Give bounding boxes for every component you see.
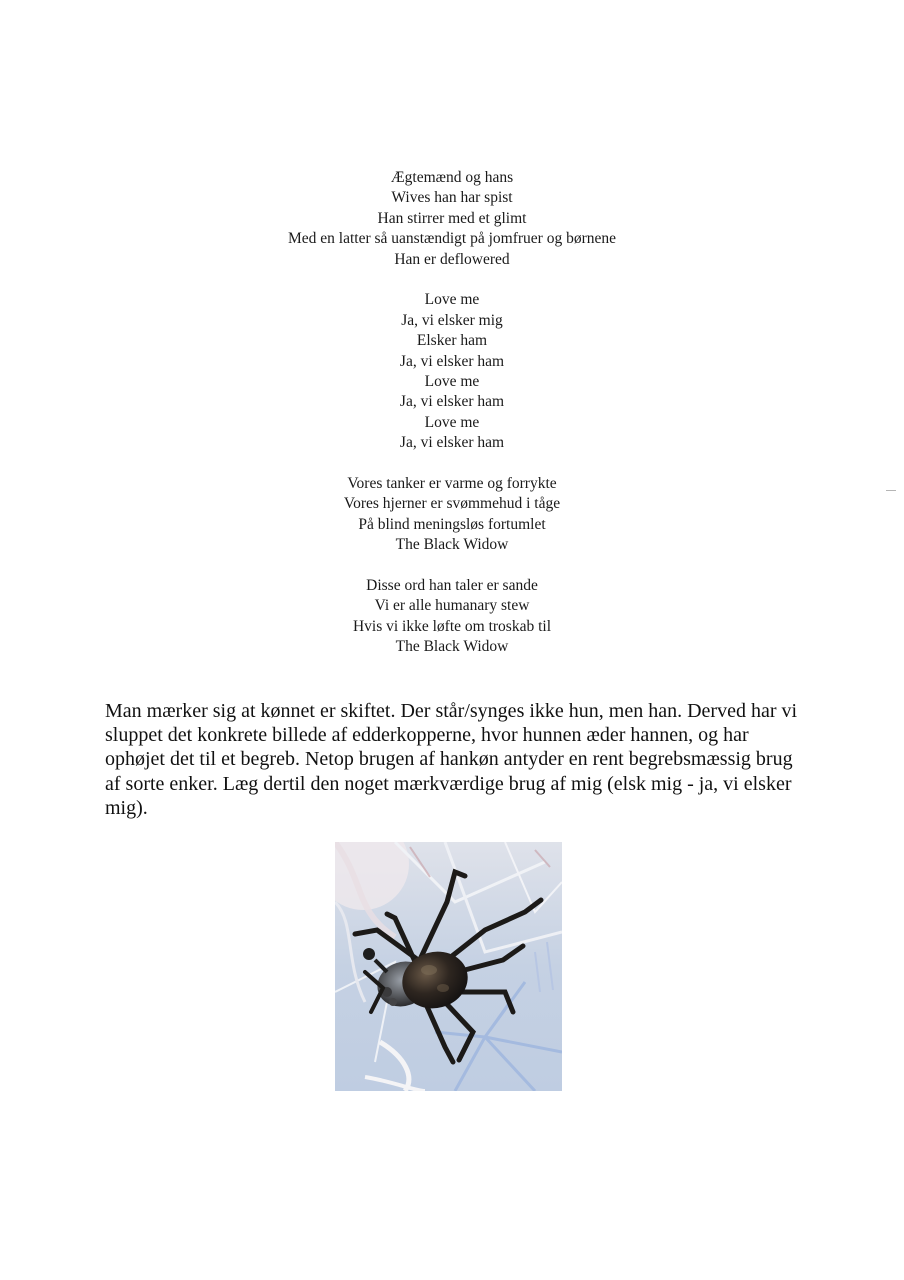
poem-line: Ja, vi elsker ham — [399, 352, 505, 370]
poem-line: Love me — [424, 291, 480, 309]
poem-line: Vores tanker er varme og forrykte — [347, 475, 557, 493]
poem-line: Love me — [424, 413, 480, 431]
poem-stanza-4 — [0, 576, 904, 658]
poem-line: Han er deflowered — [394, 250, 510, 268]
commentary — [105, 699, 805, 820]
poem-line: Love me — [424, 373, 480, 391]
spider-photo — [335, 842, 562, 1091]
poem-line: Ægtemænd og hans — [390, 169, 514, 186]
poem-line: The Black Widow — [395, 536, 509, 554]
poem-line: På blind meningsløs fortumlet — [358, 515, 546, 533]
poem-line: Wives han har spist — [391, 189, 513, 207]
poem-line: Hvis vi ikke løfte om troskab til — [352, 617, 552, 635]
poem-line: Vi er alle humanary stew — [374, 597, 530, 615]
poem-line: Ja, vi elsker mig — [401, 311, 503, 329]
poem-line: The Black Widow — [395, 638, 509, 656]
scan-mark — [886, 490, 896, 491]
spider-illustration — [335, 842, 562, 1091]
poem-line: Han stirrer med et glimt — [377, 209, 527, 227]
poem-line: Vores hjerner er svømmehud i tåge — [343, 495, 561, 513]
poem-stanza-1 — [0, 168, 904, 270]
poem-stanza-3 — [0, 474, 904, 556]
poem-line: Disse ord han taler er sande — [366, 577, 538, 595]
poem-line: Ja, vi elsker ham — [399, 393, 505, 411]
poem-line: Med en latter så uanstændigt på jomfruer og børnene — [288, 230, 616, 248]
poem-line: Elsker ham — [416, 332, 488, 350]
poem-line: Ja, vi elsker ham — [399, 434, 505, 452]
poem-stanza-2 — [0, 290, 904, 453]
commentary-paragraph: Man mærker sig at kønnet er skiftet. Der står/synges ikke hun, men han. Derved har vi sluppet det konkrete billede af edderkopperne, hvor hunnen æder hannen, og har ophøjet det til et begreb. Netop brugen af hankøn antyder en rent begrebsmæssig brug af sorte enker. Læg dertil den noget mærkværdige brug af mig (elsk mig - ja, vi elsker mig). — [105, 700, 798, 819]
poem — [0, 168, 904, 678]
